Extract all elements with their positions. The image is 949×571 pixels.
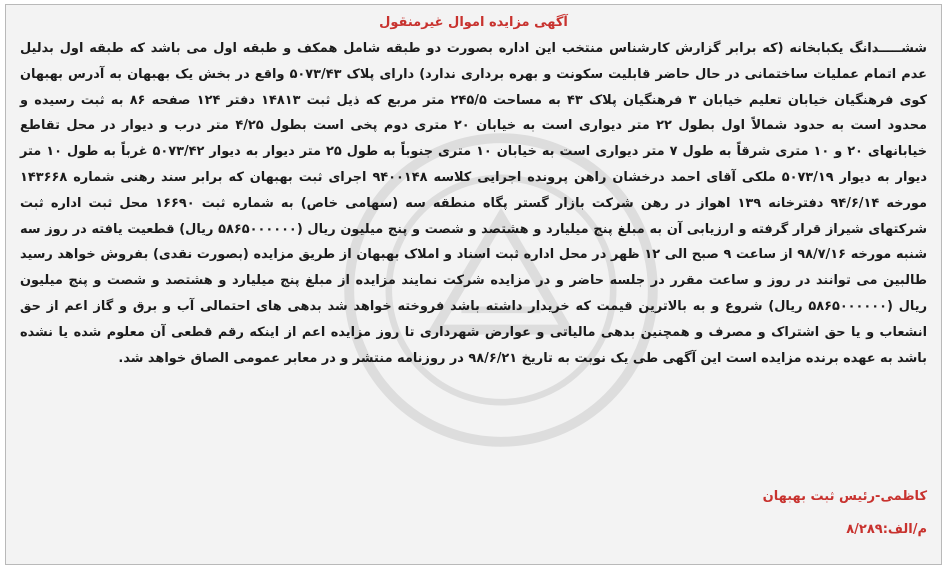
notice-body: ششـــــدانگ یکبابخانه (که برابر گزارش کارشناس منتخب این اداره بصورت دو طبقه شامل همکف و طبقه اول می باشد که طبقه اول بدلیل عدم اتمام عملیات ساختمانی در حال حاضر قابلیت سکونت و بهره برداری ندارد) دارای پلاک ۵۰۷۳/۴۳ واقع در بخش یک بهبهان به آدرس بهبهان کوی فرهنگیان خیابان تعلیم خیابان ۳ فرهنگیان پلاک ۴۳ به مساحت ۲۴۵/۵ متر مربع که ذیل ثبت ۱۴۸۱۳ دفتر ۱۲۴ صفحه ۸۶ به ثبت رسیده و محدود است به حدود شمالاً اول بطول ۲۲ متر دیواری است به خیابان ۲۰ متری دوم پخی است بطول ۴/۲۵ متر درب و دیوار در محل تقاطع خیابانهای ۲۰ و ۱۰ متری شرقاً به طول ۷ متر دیواری است به خیابان ۱۰ متری جنوباً به طول ۲۵ متر دیوار به دیوار ۵۰۷۳/۴۲ غرباً به طول ۱۰ متر دیوار به دیوار ۵۰۷۳/۱۹ ملکی آقای احمد درخشان راهن پرونده اجرایی کلاسه ۹۴۰۰۱۴۸ اجرای ثبت بهبهان که برابر سند رهنی شماره ۱۴۳۶۶۸ مورخه ۹۴/۶/۱۴ دفترخانه ۱۳۹ اهواز در رهن شرکت بازار گستر پگاه منطقه سه (سهامی خاص) به شماره ثبت ۱۶۶۹۰ محل ثبت اداره ثبت شرکتهای شیراز قرار گرفته و ارزیابی آن به مبلغ پنج میلیارد و هشتصد و شصت و پنج میلیون ریال (۵۸۶۵۰۰۰۰۰۰ ریال) قطعیت یافته در روز سه شنبه مورخه ۹۸/۷/۱۶ از ساعت ۹ صبح الی ۱۲ ظهر در محل اداره ثبت اسناد و املاک بهبهان از طریق مزایده (بصورت نقدی) بفروش خواهد رسید طالبین می توانند در روز و ساعت مقرر در جلسه حاضر و در مزایده شرکت نمایند مزایده از مبلغ پنج میلیارد و هشتصد و شصت و پنج میلیون ریال (۵۸۶۵۰۰۰۰۰۰ ریال) شروع و به بالاترین قیمت که خریدار داشته باشد فروخته خواهد شد بدهی های احتمالی آب و برق و گاز اعم از حق انشعاب و یا حق اشتراک و مصرف و همچنین بدهی مالیاتی و عوارض شهرداری تا روز مزایده اعم از اینکه رقم قطعی آن معلوم شده یا نشده باشد به عهده برنده مزایده است این آگهی طی یک نوبت به تاریخ ۹۸/۶/۲۱ در روزنامه منتشر و در معابر عمومی الصاق خواهد شد. bbox=[20, 41, 928, 366]
notice-signature: کاظمی-رئیس ثبت بهبهان bbox=[762, 489, 927, 504]
notice-title: آگهی مزایده اموال غیرمنقول bbox=[379, 15, 568, 30]
auction-notice bbox=[5, 4, 942, 565]
notice-reference-code: م/الف:۸/۲۸۹ bbox=[846, 522, 927, 537]
